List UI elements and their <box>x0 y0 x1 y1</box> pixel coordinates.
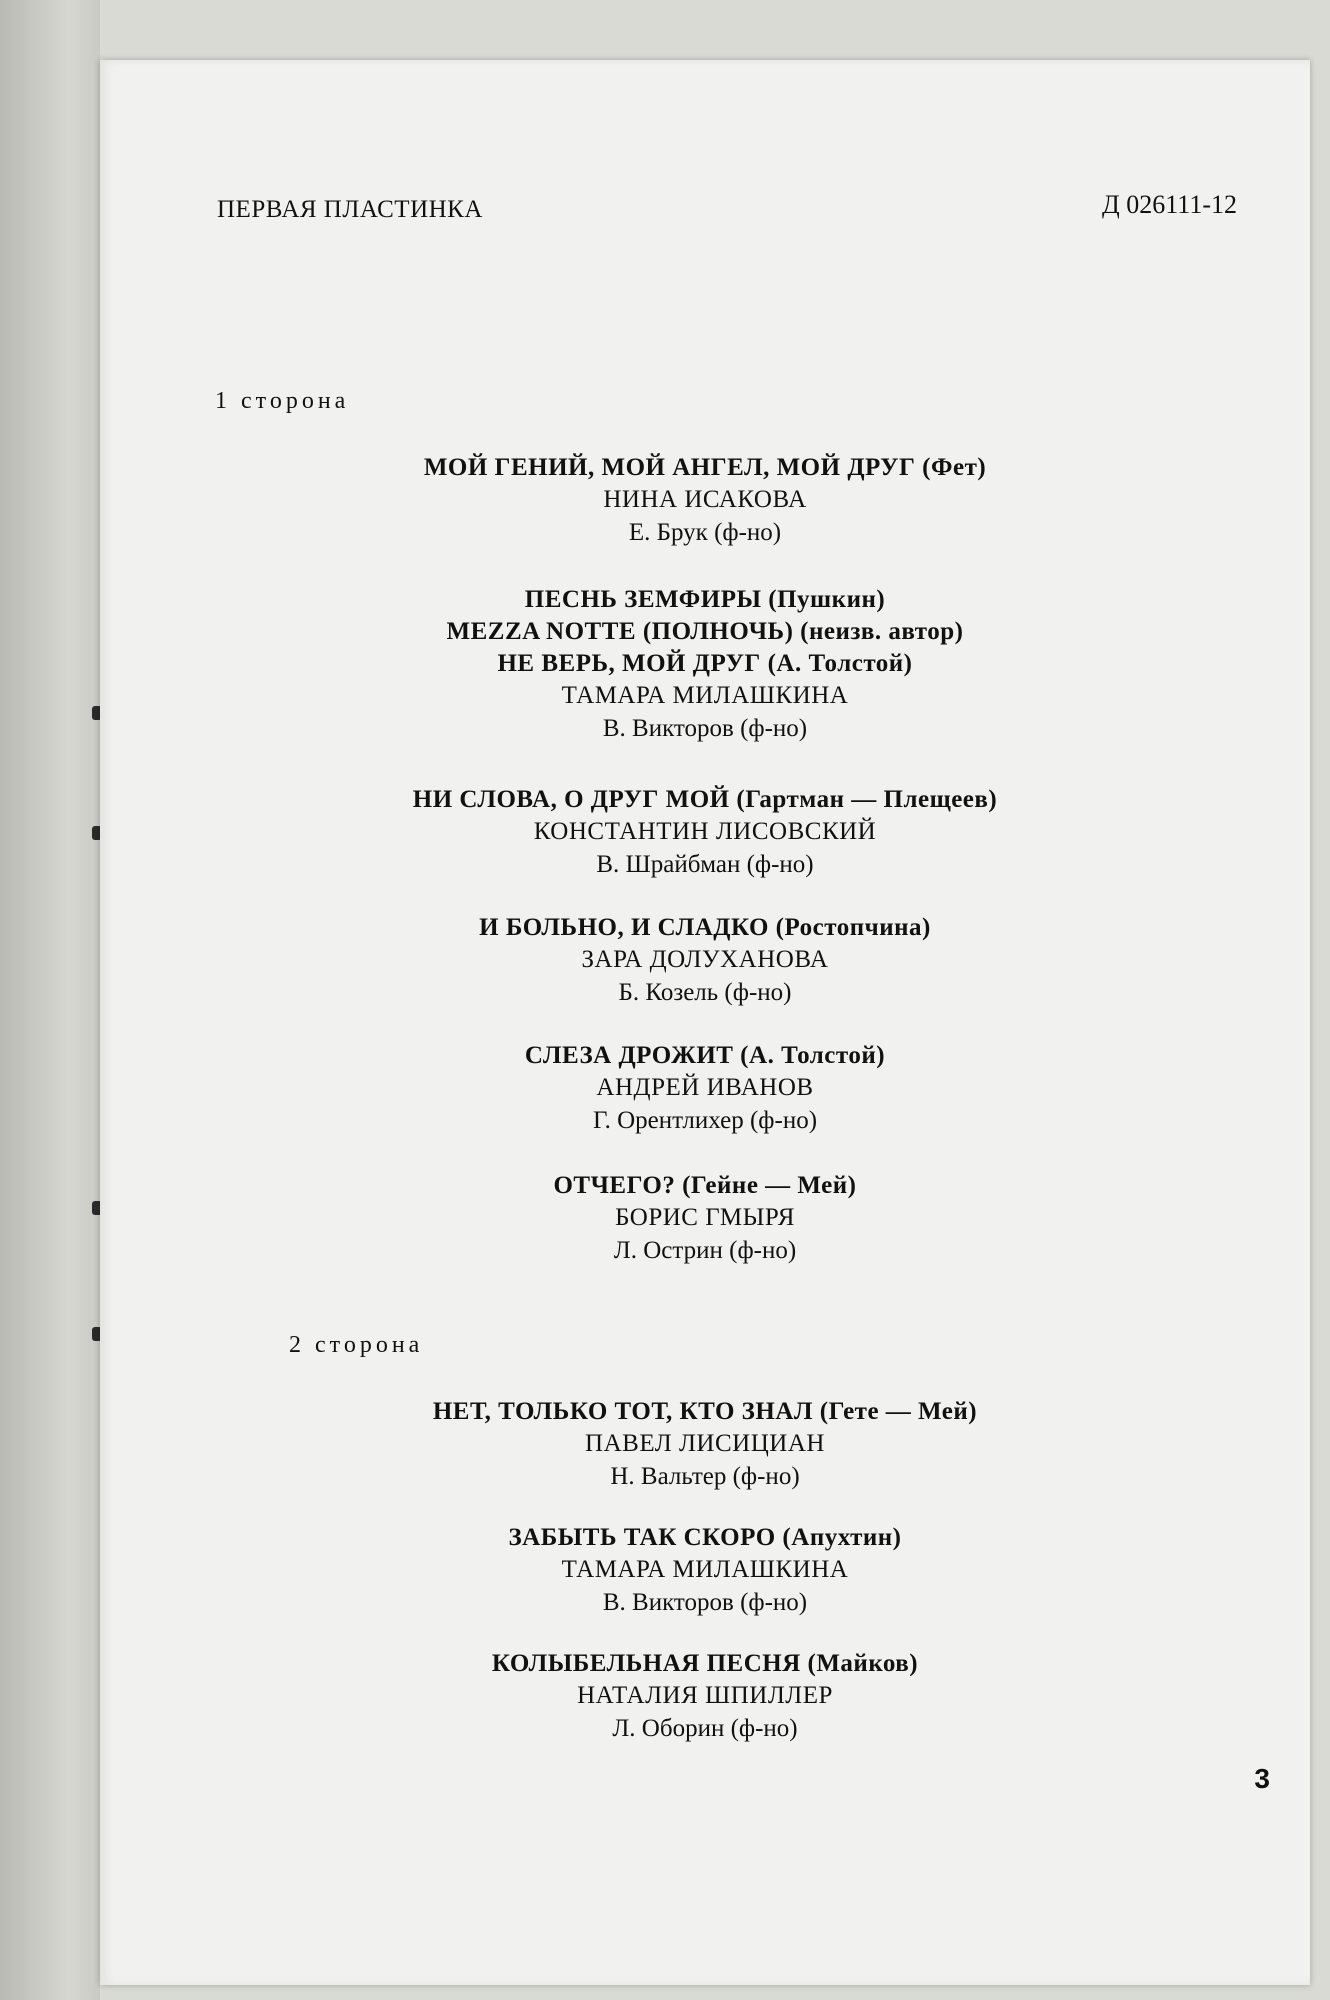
side-2-label: 2 сторона <box>289 1332 424 1358</box>
accompanist: В. Викторов (ф-но) <box>602 715 808 742</box>
track-title: МОЙ ГЕНИЙ, МОЙ АНГЕЛ, МОЙ ДРУГ (Фет) <box>423 454 987 481</box>
track-entry <box>100 1522 1310 1620</box>
track-entry <box>100 584 1310 746</box>
performer: НИНА ИСАКОВА <box>603 486 807 513</box>
accompanist: Г. Орентлихер (ф-но) <box>592 1107 818 1134</box>
accompanist: Е. Брук (ф-но) <box>628 519 782 546</box>
track-entry <box>100 784 1310 882</box>
performer: АНДРЕЙ ИВАНОВ <box>596 1074 814 1101</box>
track-title: НИ СЛОВА, О ДРУГ МОЙ (Гартман — Плещеев) <box>412 786 998 813</box>
track-entry <box>100 1040 1310 1138</box>
record-title: ПЕРВАЯ ПЛАСТИНКА <box>217 196 483 223</box>
accompanist: Л. Оборин (ф-но) <box>612 1715 798 1742</box>
performer: ТАМАРА МИЛАШКИНА <box>561 1556 849 1583</box>
side-1-label: 1 сторона <box>215 388 350 414</box>
track-title: ПЕСНЬ ЗЕМФИРЫ (Пушкин) <box>524 586 886 613</box>
performer: ПАВЕЛ ЛИСИЦИАН <box>585 1430 825 1457</box>
performer: ЗАРА ДОЛУХАНОВА <box>581 946 829 973</box>
track-entry <box>100 1648 1310 1746</box>
track-entry <box>100 912 1310 1010</box>
performer: КОНСТАНТИН ЛИСОВСКИЙ <box>533 818 877 845</box>
track-title: ЗАБЫТЬ ТАК СКОРО (Апухтин) <box>508 1524 902 1551</box>
performer: НАТАЛИЯ ШПИЛЛЕР <box>577 1682 833 1709</box>
track-title: НЕ ВЕРЬ, МОЙ ДРУГ (А. Толстой) <box>497 650 913 677</box>
accompanist: Б. Козель (ф-но) <box>618 979 792 1006</box>
left-page-edge <box>0 0 100 2000</box>
track-entry <box>100 452 1310 550</box>
accompanist: Н. Вальтер (ф-но) <box>610 1463 800 1490</box>
track-title: НЕТ, ТОЛЬКО ТОТ, КТО ЗНАЛ (Гете — Мей) <box>432 1398 978 1425</box>
accompanist: В. Викторов (ф-но) <box>602 1589 808 1616</box>
track-title: MEZZA NOTTE (ПОЛНОЧЬ) (неизв. автор) <box>446 618 964 645</box>
accompanist: В. Шрайбман (ф-но) <box>596 851 814 878</box>
track-title: И БОЛЬНО, И СЛАДКО (Ростопчина) <box>479 914 931 941</box>
performer: БОРИС ГМЫРЯ <box>615 1204 795 1231</box>
track-title: СЛЕЗА ДРОЖИТ (А. Толстой) <box>524 1042 886 1069</box>
track-title: КОЛЫБЕЛЬНАЯ ПЕСНЯ (Майков) <box>491 1650 919 1677</box>
track-title: ОТЧЕГО? (Гейне — Мей) <box>553 1172 857 1199</box>
track-entry <box>100 1396 1310 1494</box>
performer: ТАМАРА МИЛАШКИНА <box>561 682 849 709</box>
accompanist: Л. Острин (ф-но) <box>613 1237 797 1264</box>
booklet-page <box>100 60 1310 1985</box>
page-number: 3 <box>1254 1763 1270 1794</box>
track-entry <box>100 1170 1310 1268</box>
catalog-number: Д 026111-12 <box>1102 190 1237 219</box>
